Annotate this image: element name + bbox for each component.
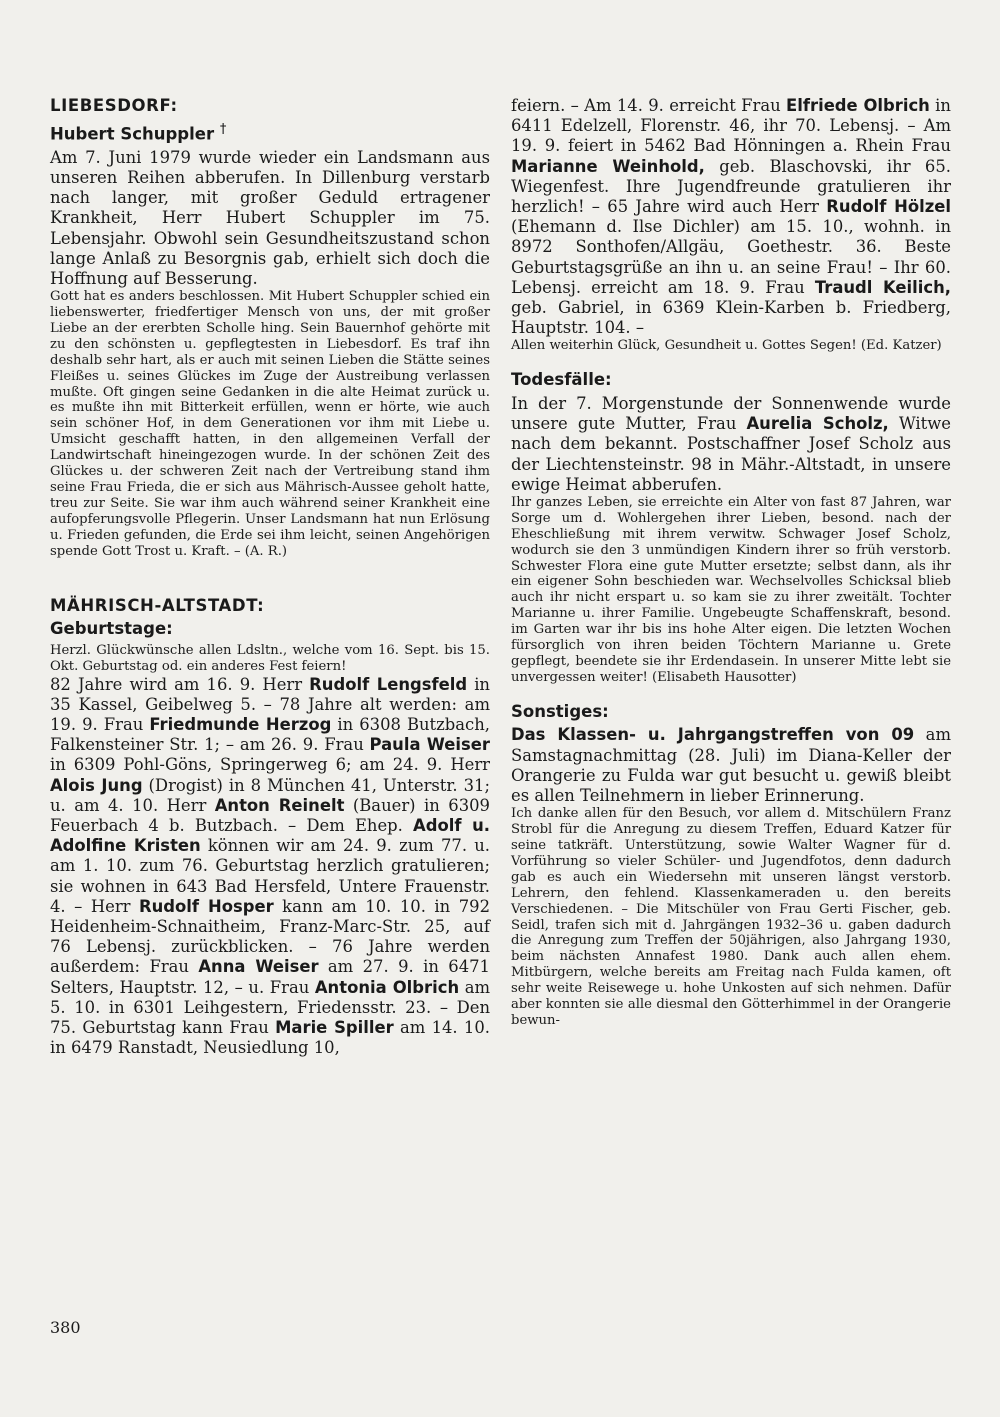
birthday-list-continued: feiern. – Am 14. 9. erreicht Frau Elfriede Olbrich in 6411 Edelzell, Florenstr. 46, ihr 70. Lebensj. – Am 19. 9. feiert in 5462 Bad Hönningen a. Rhein Frau Marianne Weinhold, geb. Blaschovski, ihr 65. Wiegenfest. Ihre Jugendfreunde gratulieren ihr herzlich! – 65 Jahre wird auch Herr Rudolf Hölzel (Ehemann d. Ilse Dichler) am 15. 10., wohnh. in 8972 Sonthofen/Allgäu, Goethestr. 36. Beste Geburtstagsgrüße an ihn u. an seine Frau! – Ihr 60. Lebensj. erreicht am 18. 9. Frau Traudl Keilich, geb. Gabriel, in 6369 Klein-Karben b. Friedberg, Hauptstr. 104. – bbox=[511, 96, 951, 338]
person-name: Marianne Weinhold, bbox=[511, 156, 705, 176]
obituary-body: Gott hat es anders beschlossen. Mit Hubert Schuppler schied ein liebenswerter, friedfertiger Mensch von uns, der mit großer Liebe an der ererbten Scholle hing. Sein Bauernhof gehörte mit zu den schönsten u. gepflegtesten in Liebesdorf. Es traf ihn deshalb sehr hart, als er auch mit seinen Lieben die Stätte seines Fleißes u. seines Glückes im Zuge der Austreibung verlassen mußte. Oft gingen seine Gedanken in die alte Heimat zurück u. es mußte ihn mit Bitterkeit erfüllen, wenn er hörte, wie auch sein schöner Hof, in dem Generationen vor ihm mit Liebe u. Umsicht geschafft hatten, in den allgemeinen Verfall der Landwirtschaft hineingezogen wurde. In der schönen Zeit des Glückes u. der schweren Zeit nach der Vertreibung stand ihm seine Frau Frieda, die er sich aus Mährisch-Aussee geholt hatte, treu zur Seite. Sie war ihm auch während seiner Krankheit eine aufopferungsvolle Pflegerin. Unser Landsmann hat nun Erlösung u. Frieden gefunden, die Erde sei ihm leicht, seinen Angehörigen spende Gott Trost u. Kraft. – (A. R.) bbox=[50, 289, 490, 559]
page-number: 380 bbox=[50, 1318, 81, 1337]
person-name: Traudl Keilich, bbox=[814, 277, 951, 297]
section-heading-liebesdorf: LIEBESDORF: bbox=[50, 96, 178, 115]
person-name: Antonia Olbrich bbox=[314, 977, 460, 997]
person-name: Friedmunde Herzog bbox=[149, 714, 332, 734]
person-name: Anton Reinelt bbox=[214, 795, 345, 815]
person-name: Paula Weiser bbox=[369, 735, 490, 755]
subheading-todesfaelle: Todesfälle: bbox=[511, 370, 612, 390]
obituary-name: Hubert Schuppler bbox=[50, 124, 215, 144]
birthday-list: 82 Jahre wird am 16. 9. Herr Rudolf Lengsfeld in 35 Kassel, Geibelweg 5. – 78 Jahre alt werden: am 19. 9. Frau Friedmunde Herzog in 6308 Butzbach, Falkensteiner Str. 1; – am 26. 9. Frau Paula Weiser in 6309 Pohl-Göns, Springerweg 6; am 24. 9. Herr Alois Jung (Drogist) in 8 München 41, Unterstr. 31; u. am 4. 10. Herr Anton Reinelt (Bauer) in 6309 Feuerbach 4 b. Butzbach. – Dem Ehep. Adolf u. Adolfine Kristen können wir am 24. 9. zum 77. u. am 1. 10. zum 76. Geburtstag herzlich gratulieren; sie wohnen in 643 Bad Hersfeld, Untere Frauenstr. 4. – Herr Rudolf Hosper kann am 10. 10. in 792 Heidenheim-Schnaitheim, Franz-Marc-Str. 25, auf 76 Lebensj. zurückblicken. – 76 Jahre werden außerdem: Frau Anna Weiser am 27. 9. in 6471 Selters, Hauptstr. 12, – u. Frau Antonia Olbrich am 5. 10. in 6301 Leihgestern, Friedensstr. 23. – Den 75. Geburtstag kann Frau Marie Spiller am 14. 10. in 6479 Ranstadt, Neusiedlung 10, bbox=[50, 674, 491, 1058]
left-column bbox=[50, 96, 490, 1058]
person-name: Adolf u. Adolfine Kristen bbox=[50, 815, 491, 856]
person-name: Elfriede Olbrich bbox=[786, 96, 930, 115]
person-name: Aurelia Scholz, bbox=[746, 414, 889, 434]
person-name: Alois Jung bbox=[50, 775, 143, 795]
birthday-closing: Allen weiterhin Glück, Gesundheit u. Gottes Segen! (Ed. Katzer) bbox=[511, 338, 942, 354]
reunion-title: Das Klassen- u. Jahrgangstreffen von 09 bbox=[511, 725, 915, 745]
person-name: Marie Spiller bbox=[275, 1017, 394, 1037]
person-name: Rudolf Lengsfeld bbox=[309, 674, 468, 694]
subheading-geburtstage: Geburtstage: bbox=[50, 619, 173, 639]
obituary-lead: Am 7. Juni 1979 wurde wieder ein Landsmann aus unseren Reihen abberufen. In Dillenburg verstarb nach langer, mit großer Geduld ertragener Krankheit, Herr Hubert Schuppler im 75. Lebensjahr. Obwohl sein Gesundheitszustand schon lange Anlaß zu Besorgnis gab, erhielt sich doch die Hoffnung auf Besserung. bbox=[50, 147, 490, 288]
death-notice-body: Ihr ganzes Leben, sie erreichte ein Alter von fast 87 Jahren, war Sorge um d. Wohlergehen ihrer Lieben, besond. nach der Eheschließung mit ihrem verwitw. Schwager Josef Scholz, wodurch sie den 3 unmündigen Kindern ihrer so früh verstorb. Schwester Flora eine gute Mutter ersetzte; selbst dann, als ihr ein eigener Sohn beschieden war. Wechselvolles Schicksal blieb auch ihr nicht erspart u. so kam sie zu ihrer zweitält. Tochter Marianne u. ihrer Familie. Ungebeugte Schaffenskraft, besond. im Garten war ihr bis ins hohe Alter eigen. Die letzten Wochen fürsorglich von ihren beiden Töchtern Marianne u. Grete gepflegt, beendete sie ihr Erdendasein. In unserer Mitte lebt sie unvergessen weiter! (Elisabeth Hausotter) bbox=[511, 494, 951, 685]
subheading-sonstiges: Sonstiges: bbox=[511, 701, 609, 721]
section-heading-altstadt: MÄHRISCH-ALTSTADT: bbox=[50, 595, 265, 615]
person-name: Anna Weiser bbox=[198, 957, 319, 977]
death-notice-lead: In der 7. Morgenstunde der Sonnenwende wurde unsere gute Mutter, Frau Aurelia Scholz, Witwe nach dem bekannt. Postschaffner Josef Scholz aus der Liechtensteinstr. 98 in Mähr.-Altstadt, in unsere ewige Heimat abberufen. bbox=[511, 393, 951, 494]
right-column bbox=[511, 96, 951, 1029]
reunion-lead: Das Klassen- u. Jahrgangstreffen von 09 am Samstagnachmittag (28. Juli) im Diana-Keller der Orangerie zu Fulda war gut besucht u. gewiß bleibt es allen Teilnehmern in lieber Erinnerung. bbox=[511, 725, 951, 806]
birthday-intro: Herzl. Glückwünsche allen Ldsltn., welche vom 16. Sept. bis 15. Okt. Geburtstag od. ein anderes Fest feiern! bbox=[50, 642, 490, 674]
person-name: Rudolf Hölzel bbox=[826, 197, 951, 217]
obituary-title bbox=[50, 120, 490, 144]
reunion-body: Ich danke allen für den Besuch, vor allem d. Mitschülern Franz Strobl für die Anregung zu diesem Treffen, Eduard Katzer für seine tatkräft. Unterstützung, sowie Walter Wagner für d. Vorführung so vieler Schüler- und Jugendfotos, denn dadurch gab es auch ein Wiedersehn mit unseren längst verstorb. Lehrern, den fehlend. Klassenkameraden u. den bereits Verschiedenen. – Die Mitschüler von Frau Gerti Fischer, geb. Seidl, trafen sich mit d. Jahrgängen 1932–36 u. gaben dadurch die Anregung zum Treffen der 50jährigen, also Jahrgang 1930, beim nächsten Annafest 1980. Dank auch allen ehem. Mitbürgern, welche bereits am Freitag nach Fulda kamen, oft sehr weite Reisewege u. hohe Unkosten auf sich nehmen. Dafür aber konnten sie alle diesmal den Götterhimmel in der Orangerie bewun- bbox=[511, 806, 951, 1029]
person-name: Rudolf Hosper bbox=[138, 896, 274, 916]
cross-mark: † bbox=[219, 121, 227, 137]
